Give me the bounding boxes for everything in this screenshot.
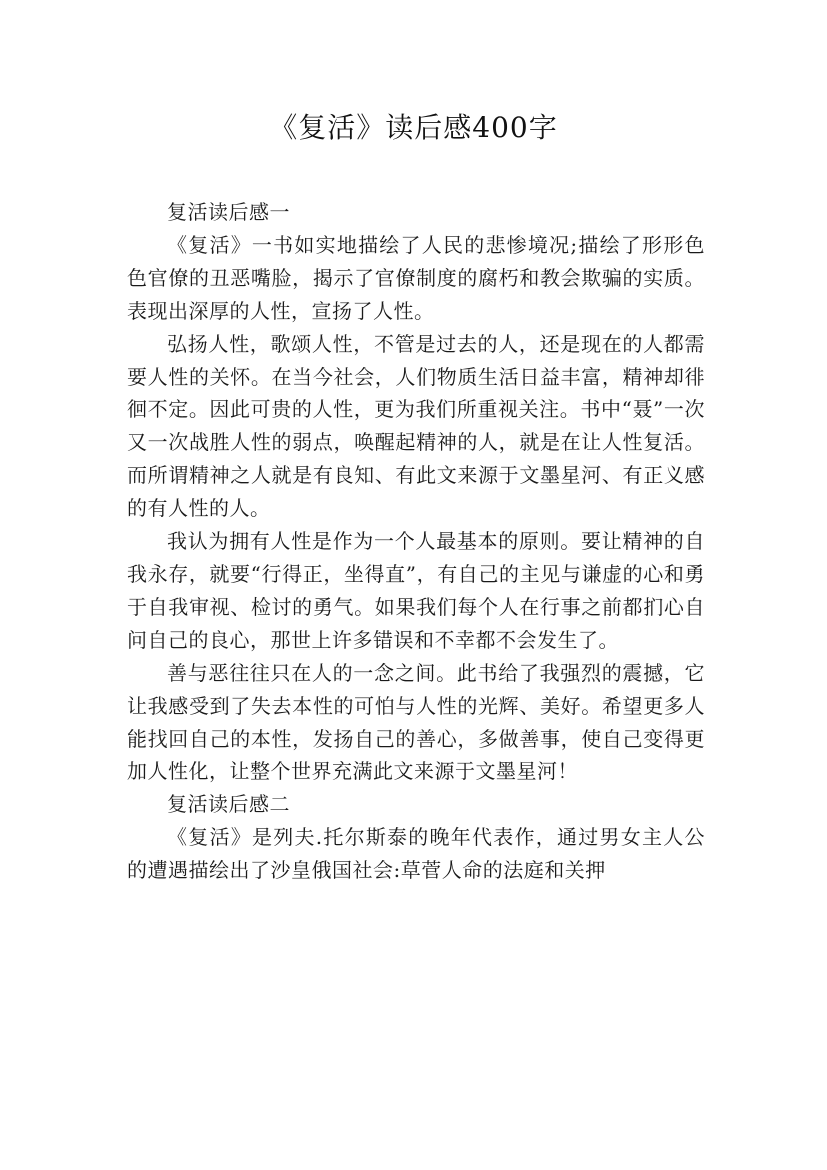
document-body (127, 196, 705, 887)
paragraph: 《复活》是列夫.托尔斯泰的晚年代表作，通过男女主人公的遭遇描绘出了沙皇俄国社会:草菅人命的法庭和关押 (127, 825, 705, 883)
paragraph: 我认为拥有人性是作为一个人最基本的原则。要让精神的自我永存，就要“行得正，坐得直”，有自己的主见与谦虚的心和勇于自我审视、检讨的勇气。如果我们每个人在行事之前都扪心自问自己的良心，那世上许多错误和不幸都不会发生了。 (127, 529, 705, 652)
paragraph: 弘扬人性，歌颂人性，不管是过去的人，还是现在的人都需要人性的关怀。在当今社会，人们物质生活日益丰富，精神却徘徊不定。因此可贵的人性，更为我们所重视关注。书中“聂”一次又一次战胜人性的弱点，唤醒起精神的人，就是在让人性复活。而所谓精神之人就是有良知、有此文来源于文墨星河、有正义感的有人性的人。 (127, 331, 705, 521)
section-heading: 复活读后感一 (167, 200, 290, 224)
section-one (127, 196, 705, 788)
paragraph: 《复活》一书如实地描绘了人民的悲惨境况;描绘了形形色色官僚的丑恶嘴脸，揭示了官僚制度的腐朽和教会欺骗的实质。表现出深厚的人性，宣扬了人性。 (127, 232, 705, 323)
section-two (127, 788, 705, 887)
paragraph: 善与恶往往只在人的一念之间。此书给了我强烈的震撼，它让我感受到了失去本性的可怕与人性的光辉、美好。希望更多人能找回自己的本性，发扬自己的善心，多做善事，使自己变得更加人性化，让整个世界充满此文来源于文墨星河！ (127, 660, 705, 784)
section-heading: 复活读后感二 (167, 792, 290, 817)
document-title: 《复活》读后感400字 (269, 111, 558, 144)
